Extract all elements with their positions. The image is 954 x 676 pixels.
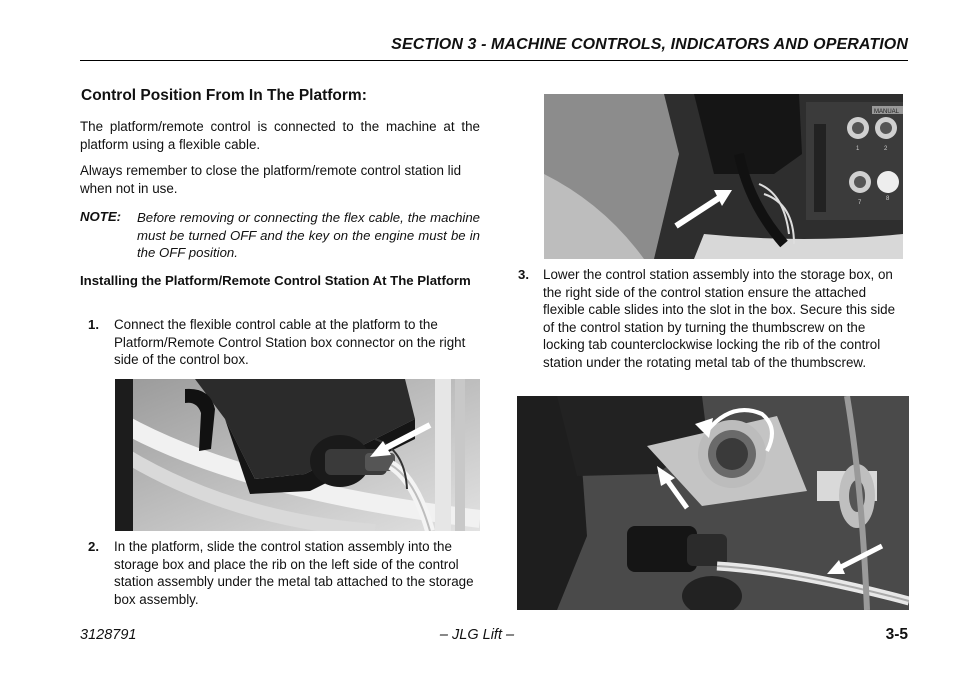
installing-subheading: Installing the Platform/Remote Control Station At The Platform — [80, 273, 471, 288]
panel-label: MANUAL — [874, 109, 900, 115]
intro-paragraph: The platform/remote control is connected to the machine at the platform using a flexible cable. — [80, 119, 480, 152]
button-7-label: 7 — [858, 200, 862, 206]
step-1-text: Connect the flexible control cable at the platform to the Platform/Remote Control Station box connector on the right side of the control box. — [114, 317, 466, 367]
section-heading: Control Position From In The Platform: — [81, 87, 367, 104]
section-header: SECTION 3 - MACHINE CONTROLS, INDICATORS AND OPERATION — [391, 36, 908, 53]
storage-box-photo — [544, 94, 903, 259]
step-1-number: 1. — [88, 317, 99, 332]
thumbscrew-photo — [517, 396, 909, 610]
step-3-text: Lower the control station assembly into the storage box, on the right side of the control station ensure the attached flexible cable slides into the slot in the box. Secure this side of the control station by turning the thumbscrew on the locking tab counterclockwise locking the rib of the control station under the rotating metal tab of the thumbscrew. — [543, 267, 896, 370]
step-2-number: 2. — [88, 539, 99, 554]
lid-paragraph: Always remember to close the platform/remote control station lid when not in use. — [80, 163, 462, 196]
button-8-label: 8 — [886, 196, 890, 202]
button-1-label: 1 — [856, 146, 860, 152]
connector-photo — [115, 379, 480, 531]
note-label: NOTE: — [80, 209, 122, 224]
page-number: 3-5 — [885, 626, 908, 643]
button-2-label: 2 — [884, 146, 888, 152]
note-text: Before removing or connecting the flex cable, the machine must be turned OFF and the key on the engine must be in the OFF position. — [137, 210, 480, 260]
footer-brand: – JLG Lift – — [439, 627, 515, 643]
document-number: 3128791 — [80, 627, 137, 643]
step-2-text: In the platform, slide the control station assembly into the storage box and place the rib on the left side of the control station assembly under the metal tab attached to the storage box assembly. — [114, 539, 474, 607]
header-rule — [80, 60, 908, 61]
step-3-number: 3. — [518, 267, 529, 282]
